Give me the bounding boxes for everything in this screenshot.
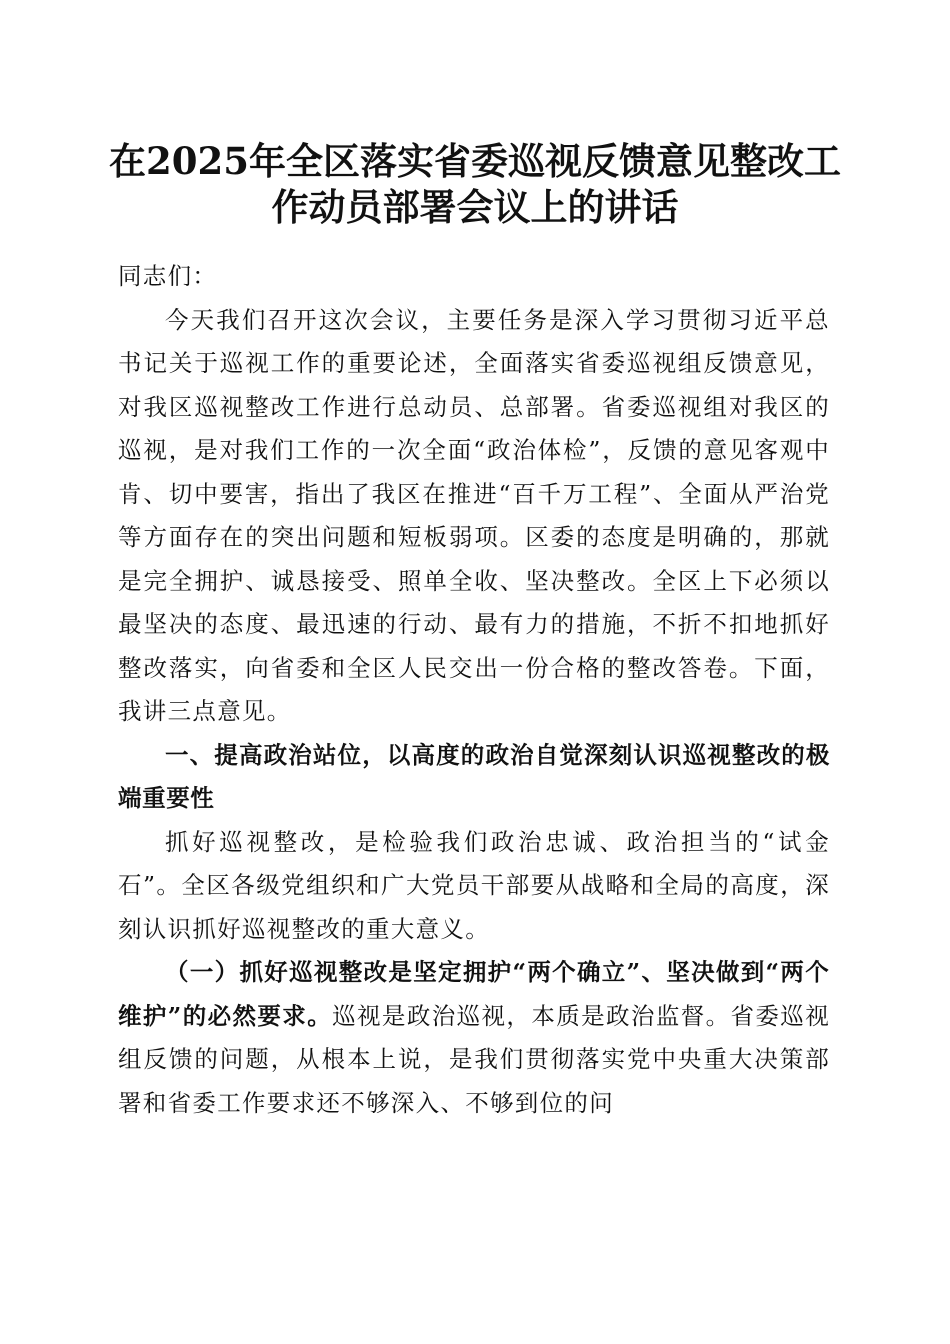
document-title (90, 138, 860, 230)
title-line-2: 作动员部署会议上的讲话 (271, 185, 679, 229)
subsection-1-lead: （一）抓好巡视整改是坚定拥护“两个确立”、坚决做到“两个维护”的必然要求。 (118, 958, 830, 1030)
salutation: 同志们： (118, 262, 218, 290)
subsection-1 (118, 951, 830, 1125)
title-line-1: 在2025年全区落实省委巡视反馈意见整改工 (109, 139, 841, 183)
paragraph-intro: 今天我们召开这次会议，主要任务是深入学习贯彻习近平总书记关于巡视工作的重要论述，全面落实省委巡视组反馈意见，对我区巡视整改工作进行总动员、总部署。省委巡视组对我区的巡视，是对我们工作的一次全面“政治体检”，反馈的意见客观中肯、切中要害，指出了我区在推进“百千万工程”、全面从严治党等方面存在的突出问题和短板弱项。区委的态度是明确的，那就是完全拥护、诚恳接受、照单全收、坚决整改。全区上下必须以最坚决的态度、最迅速的行动、最有力的措施，不折不扣地抓好整改落实，向省委和全区人民交出一份合格的整改答卷。下面，我讲三点意见。 (118, 305, 830, 725)
subsection-1-text: 巡视是政治巡视，本质是政治监督。省委巡视组反馈的问题，从根本上说，是我们贯彻落实党中央重大决策部署和省委工作要求还不够深入、不够到位的问 (118, 1001, 831, 1117)
section-heading-1: 一、提高政治站位，以高度的政治自觉深刻认识巡视整改的极端重要性 (118, 740, 830, 812)
paragraph-section-1-intro: 抓好巡视整改，是检验我们政治忠诚、政治担当的“试金石”。全区各级党组织和广大党员干部要从战略和全局的高度，深刻认识抓好巡视整改的重大意义。 (118, 827, 830, 943)
document-body (118, 255, 830, 1125)
